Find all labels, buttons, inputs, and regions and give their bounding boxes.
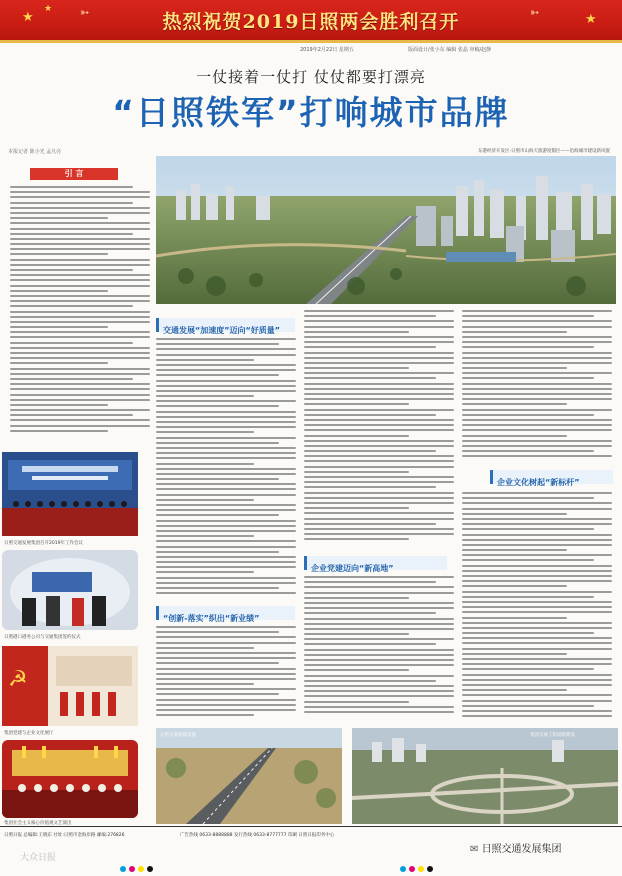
dove-icon: ➳ <box>530 6 540 19</box>
column-2-text <box>156 338 296 600</box>
meeting-photo <box>2 452 138 536</box>
interchange-photo <box>352 728 618 824</box>
performance-photo <box>2 740 138 818</box>
exhibition-photo <box>2 646 138 726</box>
section-heading-culture: 企业文化树起“新标杆” <box>490 470 613 484</box>
banner-underline <box>0 40 622 43</box>
star-icon: ★ <box>585 12 597 27</box>
byline: 本报记者 陈小光 孟凡亮 <box>8 149 62 155</box>
intro-text <box>10 186 150 436</box>
top-banner <box>0 0 622 40</box>
photo-caption-2: 日照港口港务公司与交通集团签约仪式 <box>4 635 81 640</box>
section-heading-innovation: “创新-落实”织出“新业绩” <box>156 606 295 620</box>
column-4-text <box>462 310 612 460</box>
star-icon: ★ <box>22 10 34 25</box>
signing-photo <box>2 550 138 630</box>
top-photo-caption: 东港经济开发区·日照市山海天旅游度假区——沿海城市建设新风貌 <box>478 149 610 154</box>
source-watermark: 大众日报 <box>20 853 57 863</box>
color-registration-marks <box>400 857 436 863</box>
main-headline: “日照铁军”打响城市品牌 <box>112 93 510 132</box>
column-4b-text <box>462 492 612 722</box>
highway-photo <box>156 728 342 824</box>
footer-mid-text: 广告热线 0633-8888888 发行热线 0633-8777777 印刷 日照日报印务中心 <box>180 833 335 838</box>
footer-left-text: 日照日报 总编辑:王晓东 社址:日照市金海岸路 邮编:276826 <box>4 833 125 838</box>
photo-caption-6: 集团交通工程道路建设 <box>530 733 575 738</box>
kicker-title: 一仗接着一仗打 仗仗都要打漂亮 <box>196 68 426 86</box>
section-heading-transport: 交通发展“加速度”迈向“好质量” <box>156 318 295 332</box>
section-heading-party-building: 企业党建迈向“新高地” <box>304 556 447 570</box>
photo-caption-5: 日照交通基础设施 <box>160 733 196 738</box>
intro-label: 引 言 <box>30 168 118 180</box>
wechat-icon: ✉ <box>470 844 482 855</box>
column-3b-text <box>304 576 454 722</box>
issue-date: 2019年2月22日 星期五 <box>300 47 354 53</box>
banner-title: 热烈祝贺2019日照两会胜利召开 <box>162 11 460 33</box>
wechat-watermark: ✉ 日照交通发展集团 <box>470 844 562 855</box>
color-registration-marks <box>120 857 156 863</box>
issue-editor: 版面设计/张小东 编辑 张晶 审稿/赵静 <box>408 47 492 53</box>
dove-icon: ➳ <box>80 6 90 19</box>
photo-caption-1: 日照交通发展集团召开2019年工作会议 <box>4 541 83 546</box>
column-3-text <box>304 310 454 546</box>
aerial-city-photo <box>156 156 616 304</box>
column-2b-text <box>156 626 296 722</box>
photo-caption-4: 集团社会主义核心价值观文艺演出 <box>4 821 72 826</box>
star-icon: ★ <box>44 4 53 14</box>
photo-caption-3: 集团党建与企业文化展厅 <box>4 731 54 736</box>
svg-text:☭: ☭ <box>8 667 28 692</box>
